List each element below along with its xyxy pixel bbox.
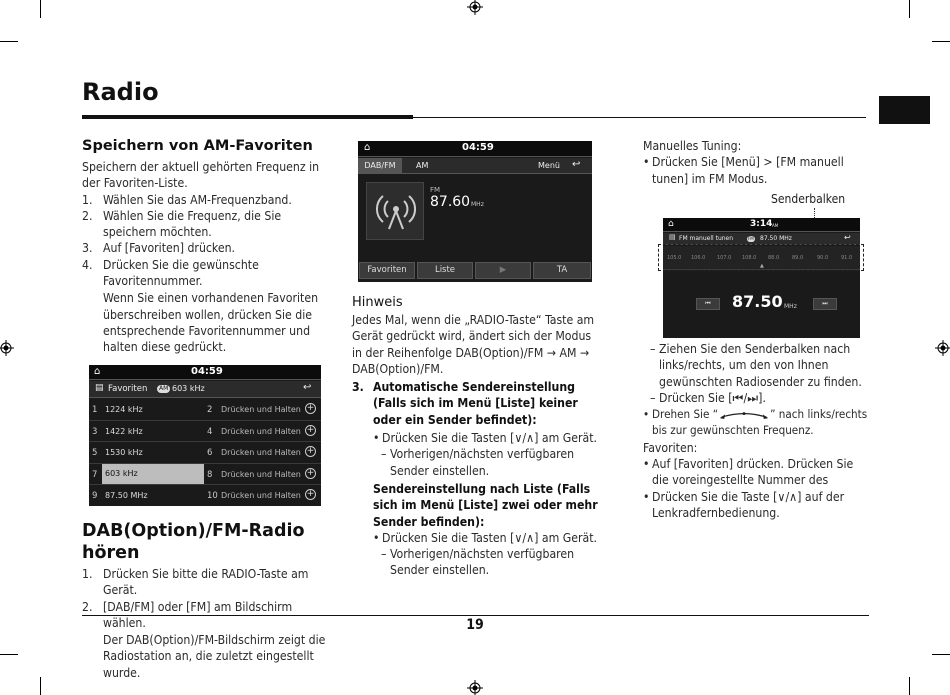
crop-mark: [909, 0, 910, 18]
favorites-header: [89, 381, 321, 398]
table-row[interactable]: 1 1224 kHz 2 Drücken und Halten +: [89, 399, 321, 421]
crop-mark: [909, 677, 910, 695]
list-item: – Drücken Sie [⏮/⏭].: [650, 390, 766, 405]
list-item: • Drücken Sie die Tasten [∨/∧] am Gerät.: [373, 431, 598, 446]
home-icon[interactable]: ⌂: [94, 366, 101, 377]
right-column-lower: [643, 341, 871, 521]
list-item: 2. Wählen Sie die Frequenz, die Sie speichern möchten.: [82, 208, 282, 240]
next-button[interactable]: ⏭: [813, 298, 837, 310]
list-item: • Auf [Favoriten] drücken. Drücken Sie die voreingestellte Nummer des: [643, 457, 854, 488]
play-button[interactable]: ▶: [475, 262, 531, 279]
table-row[interactable]: 9 87.50 MHz 10 Drücken und Halten +: [89, 485, 321, 506]
crop-mark: [932, 654, 950, 655]
scale-highlight-box: [658, 244, 864, 271]
back-icon[interactable]: ↩: [844, 233, 851, 242]
back-icon[interactable]: ↩: [303, 382, 312, 393]
tune-label: FM manuell tunen: [679, 235, 734, 242]
antenna-icon: [367, 183, 425, 241]
add-icon: +: [306, 446, 315, 456]
frequency-unit: MHz: [471, 201, 484, 208]
knob-rotate-icon: [718, 410, 770, 419]
menu-button[interactable]: Menü: [538, 161, 560, 170]
list-icon: ▤: [95, 383, 104, 393]
favorites-heading: Favoriten:: [643, 440, 698, 455]
list-item: 3. Automatische Sendereinstellung (Falls sich im Menü [Liste] keiner oder ein Sender befindet):: [352, 380, 578, 427]
badge-frequency: 87.50 MHz: [760, 235, 792, 242]
page-number: 19: [466, 617, 484, 633]
list-item: – Vorherigen/nächsten verfügbaren Sender einstellen.: [381, 547, 575, 578]
tab-bar: [358, 158, 592, 174]
list-subheading: Sendereinstellung nach Liste (Falls sich im Menü [Liste] zwei oder mehr Sender befinden):: [373, 481, 598, 529]
registration-mark-icon: [0, 340, 14, 356]
right-column: [643, 138, 870, 187]
registration-mark-icon: [935, 340, 950, 356]
manual-tune-screen: [663, 218, 860, 338]
hinweis-heading: Hinweis: [352, 295, 403, 310]
ta-button[interactable]: TA: [533, 262, 591, 279]
favorites-button[interactable]: Favoriten: [359, 262, 415, 279]
clock: 04:59: [191, 366, 223, 377]
home-icon[interactable]: ⌂: [364, 142, 371, 153]
list-item: – Ziehen Sie den Senderbalken nach links/rechts, um den von Ihnen gewünschten Radiosender zu finden.: [650, 342, 862, 389]
crop-mark: [40, 677, 41, 695]
title-rule: [82, 115, 413, 119]
home-icon[interactable]: ⌂: [668, 219, 674, 229]
list-item: 3. Auf [Favoriten] drücken.: [82, 241, 236, 256]
page-title: Radio: [82, 78, 159, 106]
station-logo: [366, 182, 424, 240]
tuning-needle: ▲: [760, 263, 764, 269]
left-column-lower: [82, 520, 332, 681]
back-icon[interactable]: ↩: [572, 159, 581, 170]
ampm: AM: [772, 223, 779, 228]
dab-note: Der DAB(Option)/FM-Bildschirm zeigt die Radiostation an, die zuletzt eingestellt wurde.: [103, 633, 326, 680]
registration-mark-icon: [467, 0, 483, 15]
tuning-scale[interactable]: 105.0 106.0 107.0 108.0 88.0 89.0 90.0 91.0 ▲: [663, 246, 860, 270]
current-frequency: 603 kHz: [172, 384, 205, 393]
status-bar: [663, 218, 860, 232]
list-item: • Drücken Sie die Taste [∨/∧] auf der Lenkradfernbedienung.: [643, 489, 845, 520]
clock: 04:59: [462, 142, 494, 153]
dab-fm-heading: DAB(Option)/FM-Radio hören: [82, 521, 305, 563]
registration-mark-icon: [467, 680, 483, 695]
status-bar: [89, 365, 321, 380]
list-button[interactable]: Liste: [417, 262, 473, 279]
list-item: 4. Drücken Sie die gewünschte Favoritennummer.: [82, 257, 259, 289]
list-item: • Drücken Sie [Menü] > [FM manuell tunen] im FM Modus.: [643, 155, 844, 186]
list-item: • Drücken Sie die Tasten [∨/∧] am Gerät.: [373, 530, 598, 545]
tab-am[interactable]: AM: [416, 161, 429, 170]
crop-mark: [0, 41, 18, 42]
manual-heading: Manuelles Tuning:: [643, 139, 742, 153]
add-icon: +: [306, 467, 315, 478]
chapter-tab: [879, 96, 930, 124]
clock: 3:14: [750, 219, 773, 229]
frequency-unit: MHz: [784, 303, 797, 310]
title-rule-thin: [413, 117, 866, 118]
list-item: – Vorherigen/nächsten verfügbaren Sender einstellen.: [381, 447, 575, 478]
list-item: 1. Drücken Sie bitte die RADIO-Taste am Gerät.: [82, 567, 309, 598]
frequency-display: 87.50: [732, 292, 783, 311]
tab-dab-fm[interactable]: DAB/FM: [358, 158, 402, 173]
am-intro: Speichern der aktuell gehörten Frequenz in der Favoriten-Liste.: [82, 160, 320, 191]
dab-fm-screen: [358, 141, 592, 282]
band-badge: AM: [159, 385, 169, 392]
crop-mark: [932, 41, 950, 42]
middle-column: [352, 294, 604, 579]
hinweis-text: Jedes Mal, wenn die „RADIO-Taste“ Taste am Gerät gedrückt wird, ändert sich der Modus in der Reihenfolge DAB(Option)/FM → AM → DAB(Option)/FM.: [352, 313, 595, 376]
list-item: • Drehen Sie “ ” nach links/rechts bis zur gewünschten Frequenz.: [643, 407, 868, 438]
left-column: [82, 137, 332, 356]
add-icon: +: [306, 403, 315, 413]
list-icon: ▤: [669, 233, 676, 241]
table-row[interactable]: 3 1422 kHz 4 Drücken und Halten +: [89, 421, 321, 443]
footer-rule: [82, 615, 869, 616]
list-item: 1. Wählen Sie das AM-Frequenzband.: [82, 192, 292, 207]
frequency-display: 87.60: [430, 194, 471, 210]
add-icon: +: [306, 424, 315, 435]
crop-mark: [0, 654, 18, 655]
crop-mark: [40, 0, 41, 18]
am-favorites-heading: Speichern von AM-Favoriten: [82, 138, 313, 154]
status-bar: [358, 141, 592, 157]
favorites-screen: [89, 365, 321, 506]
favorites-label: Favoriten: [108, 384, 148, 394]
add-icon: +: [306, 489, 315, 499]
list-item: 2. [DAB/FM] oder [FM] am Bildschirm wählen.: [82, 599, 293, 630]
table-row[interactable]: 7 603 kHz 8 Drücken und Halten +: [89, 464, 321, 486]
table-row[interactable]: 5 1530 kHz 6 Drücken und Halten +: [89, 442, 321, 464]
prev-button[interactable]: ⏮: [696, 298, 720, 310]
am-note: Wenn Sie einen vorhandenen Favoriten überschreiben wollen, drücken Sie die entsprechende Favoritennummer und halten diese gedrückt.: [103, 291, 319, 355]
band-badge: FM: [748, 236, 754, 241]
callout-label: Senderbalken: [771, 192, 846, 206]
band-label: FM: [430, 186, 441, 194]
